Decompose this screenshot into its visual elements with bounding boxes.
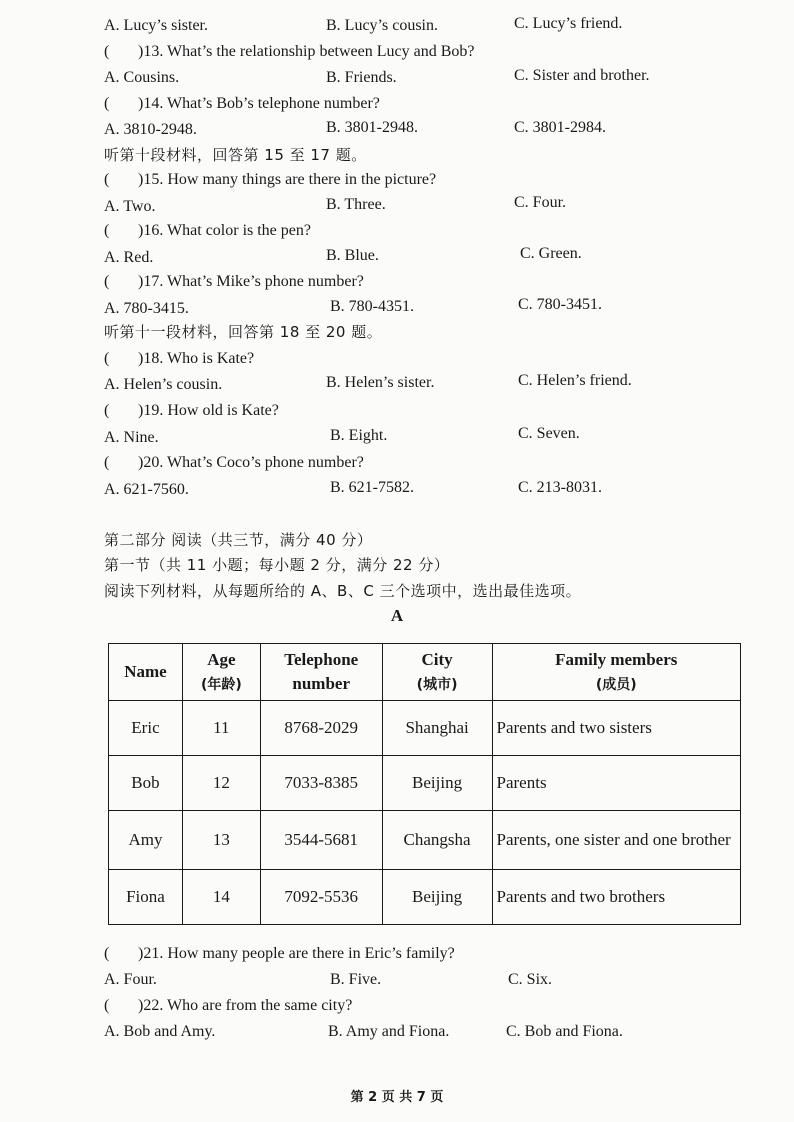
- q19-option-b: B. Eight.: [330, 427, 388, 444]
- question-18: ( )18. Who is Kate?: [104, 350, 255, 367]
- header-telephone: Telephone number: [260, 644, 382, 701]
- section-2-title: 第二部分 阅读（共三节，满分 40 分）: [104, 531, 373, 549]
- info-table: [108, 643, 741, 925]
- cell-city: Beijing: [382, 870, 492, 925]
- header-city: City (城市): [382, 644, 492, 701]
- listening-instruction-11: 听第十一段材料，回答第 18 至 20 题。: [104, 323, 383, 341]
- header-age: Age (年龄): [182, 644, 260, 701]
- cell-city: Beijing: [382, 756, 492, 811]
- q15-option-c: C. Four.: [514, 194, 567, 211]
- q17-option-b: B. 780-4351.: [330, 298, 414, 315]
- cell-age: 14: [182, 870, 260, 925]
- q15-option-b: B. Three.: [326, 196, 386, 213]
- cell-phone: 7092-5536: [260, 870, 382, 925]
- cell-family: Parents and two sisters: [492, 701, 740, 756]
- header-family: Family members (成员): [492, 644, 740, 701]
- cell-family: Parents and two brothers: [492, 870, 740, 925]
- q21-option-c: C. Six.: [508, 971, 553, 988]
- question-13: ( )13. What’s the relationship between Lucy and Bob?: [104, 43, 475, 60]
- header-name: Name: [109, 644, 183, 701]
- q13-option-c: C. Sister and brother.: [514, 67, 650, 84]
- q14-option-b: B. 3801-2948.: [326, 119, 418, 136]
- table-row: [109, 701, 741, 756]
- cell-phone: 7033-8385: [260, 756, 382, 811]
- q21-option-b: B. Five.: [330, 971, 382, 988]
- q12-option-c: C. Lucy’s friend.: [514, 15, 623, 32]
- q15-option-a: A. Two.: [104, 198, 156, 215]
- q20-option-c: C. 213-8031.: [518, 479, 602, 496]
- cell-city: Changsha: [382, 811, 492, 870]
- table-header-row: [109, 644, 741, 701]
- q16-option-a: A. Red.: [104, 249, 154, 266]
- table-row: [109, 870, 741, 925]
- q13-option-b: B. Friends.: [326, 69, 397, 86]
- q12-option-b: B. Lucy’s cousin.: [326, 17, 438, 34]
- q20-option-a: A. 621-7560.: [104, 481, 189, 498]
- q18-option-b: B. Helen’s sister.: [326, 374, 435, 391]
- cell-age: 11: [182, 701, 260, 756]
- table-row: [109, 756, 741, 811]
- q21-option-a: A. Four.: [104, 971, 157, 988]
- question-17: ( )17. What’s Mike’s phone number?: [104, 273, 364, 290]
- q20-option-b: B. 621-7582.: [330, 479, 414, 496]
- q17-option-c: C. 780-3451.: [518, 296, 602, 313]
- cell-name: Eric: [109, 701, 183, 756]
- question-22: ( )22. Who are from the same city?: [104, 997, 353, 1014]
- cell-family: Parents, one sister and one brother: [492, 811, 740, 870]
- table-row: [109, 811, 741, 870]
- cell-age: 12: [182, 756, 260, 811]
- cell-phone: 8768-2029: [260, 701, 382, 756]
- cell-name: Bob: [109, 756, 183, 811]
- q22-option-c: C. Bob and Fiona.: [506, 1023, 623, 1040]
- question-15: ( )15. How many things are there in the picture?: [104, 171, 437, 188]
- q13-option-a: A. Cousins.: [104, 69, 180, 86]
- q14-option-c: C. 3801-2984.: [514, 119, 606, 136]
- page-number: 第 2 页 共 7 页: [350, 1090, 444, 1105]
- cell-city: Shanghai: [382, 701, 492, 756]
- q22-option-a: A. Bob and Amy.: [104, 1023, 216, 1040]
- q16-option-b: B. Blue.: [326, 247, 379, 264]
- question-20: ( )20. What’s Coco’s phone number?: [104, 454, 364, 471]
- question-21: ( )21. How many people are there in Eric’s family?: [104, 945, 455, 962]
- section-2-instruction: 阅读下列材料，从每题所给的 A、B、C 三个选项中，选出最佳选项。: [104, 582, 582, 600]
- cell-age: 13: [182, 811, 260, 870]
- q18-option-a: A. Helen’s cousin.: [104, 376, 223, 393]
- section-2-part-1: 第一节（共 11 小题；每小题 2 分，满分 22 分）: [104, 556, 450, 574]
- q17-option-a: A. 780-3415.: [104, 300, 189, 317]
- q16-option-c: C. Green.: [520, 245, 582, 262]
- q14-option-a: A. 3810-2948.: [104, 121, 197, 138]
- listening-instruction-10: 听第十段材料，回答第 15 至 17 题。: [104, 146, 367, 164]
- question-19: ( )19. How old is Kate?: [104, 402, 279, 419]
- question-14: ( )14. What’s Bob’s telephone number?: [104, 95, 380, 112]
- question-16: ( )16. What color is the pen?: [104, 222, 311, 239]
- cell-phone: 3544-5681: [260, 811, 382, 870]
- passage-label: A: [390, 606, 404, 625]
- q18-option-c: C. Helen’s friend.: [518, 372, 632, 389]
- q19-option-c: C. Seven.: [518, 425, 580, 442]
- q19-option-a: A. Nine.: [104, 429, 159, 446]
- cell-family: Parents: [492, 756, 740, 811]
- cell-name: Amy: [109, 811, 183, 870]
- cell-name: Fiona: [109, 870, 183, 925]
- q12-option-a: A. Lucy’s sister.: [104, 17, 208, 34]
- q22-option-b: B. Amy and Fiona.: [328, 1023, 450, 1040]
